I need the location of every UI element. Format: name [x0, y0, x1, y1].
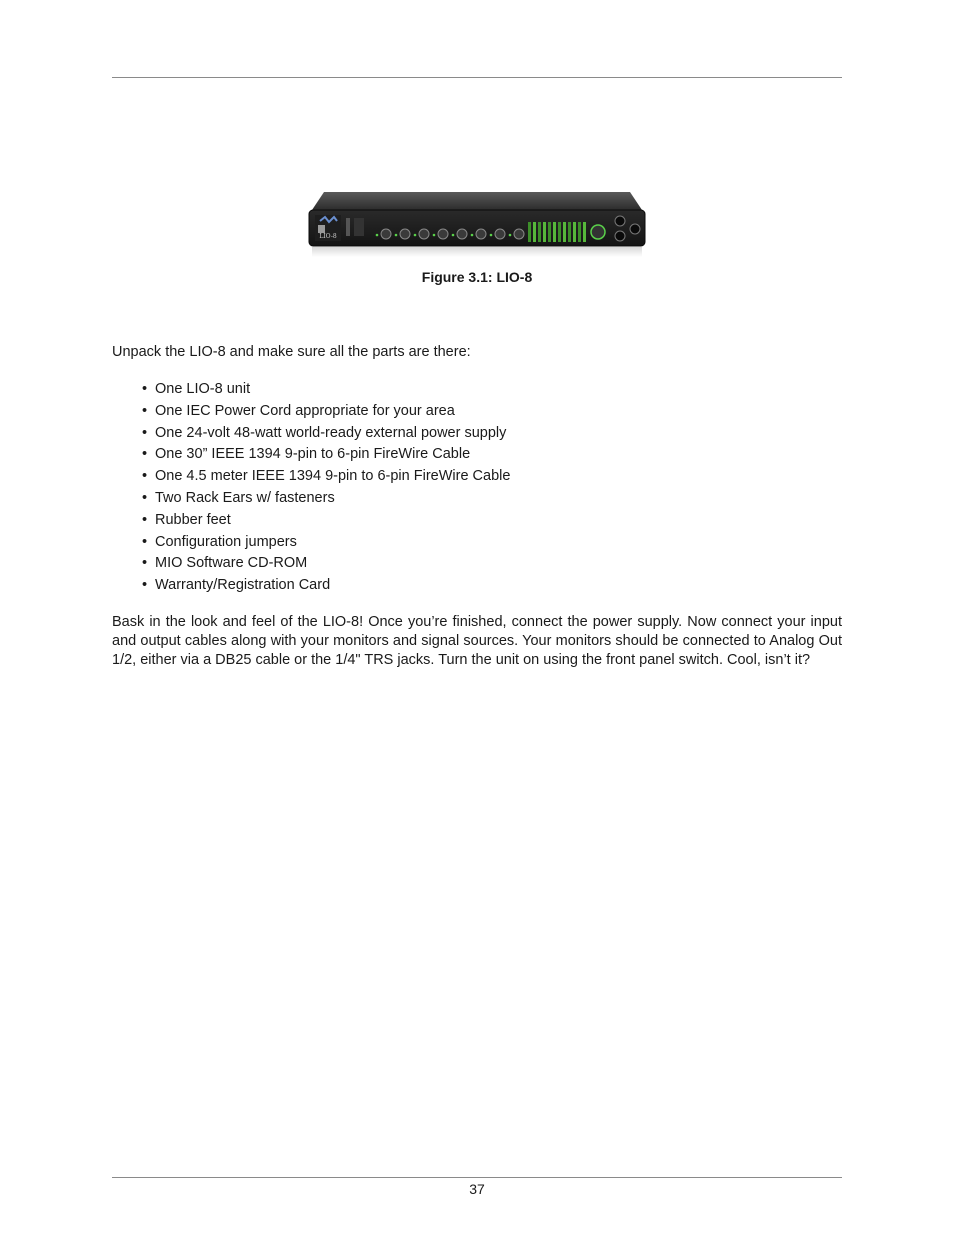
header-rule [112, 77, 842, 78]
list-item: • One 30” IEEE 1394 9-pin to 6-pin FireWire Cable [142, 446, 471, 463]
list-item: • One 24-volt 48-watt world-ready external power supply [142, 424, 507, 441]
device-label: LIO-8 [319, 233, 337, 240]
list-item: • Configuration jumpers [142, 533, 297, 550]
figure-caption: Figure 3.1: LIO-8 [421, 269, 533, 285]
footer-rule [112, 1177, 842, 1178]
page-number: 37 [469, 1181, 485, 1197]
list-item: • MIO Software CD-ROM [142, 555, 308, 572]
lio-8-device-image [306, 188, 648, 260]
list-item: • Two Rack Ears w/ fasteners [142, 489, 335, 506]
setup-paragraph: Bask in the look and feel of the LIO-8! Once you’re finished, connect the power supply. Now connect your input and output cables along with your monitors and signal sources. Your monitors should be connected to Analog Out 1/2, either via a DB25 cable or the 1/4" TRS jacks. Turn the unit on using the front panel switch. Cool, isn’t it? [112, 614, 842, 668]
bullet-glyph: • [142, 468, 148, 485]
bullet-glyph: • [142, 511, 148, 528]
bullet-glyph: • [142, 577, 148, 594]
list-item: • Warranty/Registration Card [142, 577, 331, 594]
bullet-glyph: • [142, 533, 148, 550]
bullet-glyph: • [142, 555, 148, 572]
bullet-glyph: • [142, 381, 148, 397]
bullet-glyph: • [142, 402, 148, 419]
bullet-glyph: • [142, 489, 148, 506]
list-item: • One 4.5 meter IEEE 1394 9-pin to 6-pin FireWire Cable [142, 468, 511, 485]
list-item: • Rubber feet [142, 511, 231, 528]
bullet-glyph: • [142, 446, 148, 463]
lio-8-front-panel-illustration [306, 188, 648, 260]
bullet-glyph: • [142, 424, 148, 441]
intro-paragraph: Unpack the LIO-8 and make sure all the parts are there: [112, 344, 471, 360]
list-item: • One IEC Power Cord appropriate for your area [142, 402, 455, 419]
list-item: • One LIO-8 unit [142, 381, 251, 397]
parts-list [142, 379, 510, 597]
